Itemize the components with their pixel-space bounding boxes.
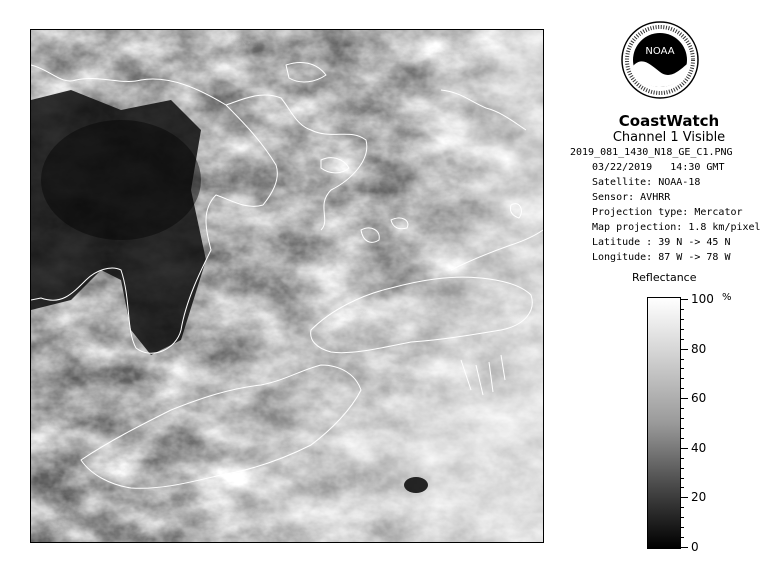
colorbar-tick-label: 40 [691, 440, 707, 455]
colorbar-minor-tick [681, 388, 684, 389]
map-projection: Map projection: 1.8 km/pixel [592, 222, 761, 233]
colorbar-tick-label: 20 [691, 490, 707, 505]
colorbar-minor-tick [681, 468, 684, 469]
colorbar-tick-mark [681, 448, 688, 449]
colorbar-minor-tick [681, 418, 684, 419]
dark-spot [404, 477, 428, 493]
noaa-logo [620, 20, 700, 100]
colorbar-minor-tick [681, 428, 684, 429]
colorbar-minor-tick [681, 329, 684, 330]
satellite-map-svg [31, 30, 543, 542]
colorbar-minor-tick [681, 368, 684, 369]
sensor: Sensor: AVHRR [592, 192, 671, 203]
info-panel [556, 112, 776, 265]
colorbar-tick-mark [681, 398, 688, 399]
colorbar-minor-tick [681, 537, 684, 538]
colorbar-minor-tick [681, 359, 684, 360]
noaa-logo-text: NOAA [645, 46, 675, 57]
reflectance-colorbar [647, 297, 681, 549]
colorbar-minor-tick [681, 438, 684, 439]
legend-title: Reflectance [632, 271, 697, 284]
colorbar-minor-tick [681, 339, 684, 340]
date: 03/22/2019 [592, 162, 653, 173]
colorbar-tick-mark [681, 299, 688, 300]
metadata [570, 145, 776, 265]
colorbar-minor-tick [681, 309, 684, 310]
colorbar-tick-mark [681, 349, 688, 350]
product-title: Channel 1 Visible [612, 130, 726, 145]
colorbar-minor-tick [681, 527, 684, 528]
colorbar-minor-tick [681, 408, 684, 409]
colorbar-tick-label: 100 [691, 292, 714, 306]
legend-unit: % [722, 292, 732, 303]
colorbar-minor-tick [681, 378, 684, 379]
time: 14:30 GMT [670, 162, 725, 173]
brand-title: CoastWatch [618, 112, 720, 130]
colorbar-tick-label: 60 [691, 391, 707, 406]
colorbar-minor-tick [681, 458, 684, 459]
colorbar-minor-tick [681, 517, 684, 518]
colorbar-minor-tick [681, 487, 684, 488]
longitude-range: Longitude: 87 W -> 78 W [592, 252, 731, 263]
colorbar-tick-mark [681, 497, 688, 498]
satellite: Satellite: NOAA-18 [592, 177, 701, 188]
colorbar-tick-label: 80 [691, 341, 707, 356]
projection-type: Projection type: Mercator [592, 207, 743, 218]
colorbar-minor-tick [681, 507, 684, 508]
filename: 2019_081_1430_N18_GE_C1.PNG [570, 147, 733, 158]
dark-patch [41, 120, 201, 240]
colorbar-minor-tick [681, 478, 684, 479]
colorbar-minor-tick [681, 319, 684, 320]
satellite-image [30, 29, 544, 543]
latitude-range: Latitude : 39 N -> 45 N [592, 237, 731, 248]
colorbar-tick-mark [681, 547, 688, 548]
colorbar-tick-label: 0 [691, 540, 699, 554]
datetime [592, 160, 776, 175]
colorbar-ticks [681, 292, 741, 554]
